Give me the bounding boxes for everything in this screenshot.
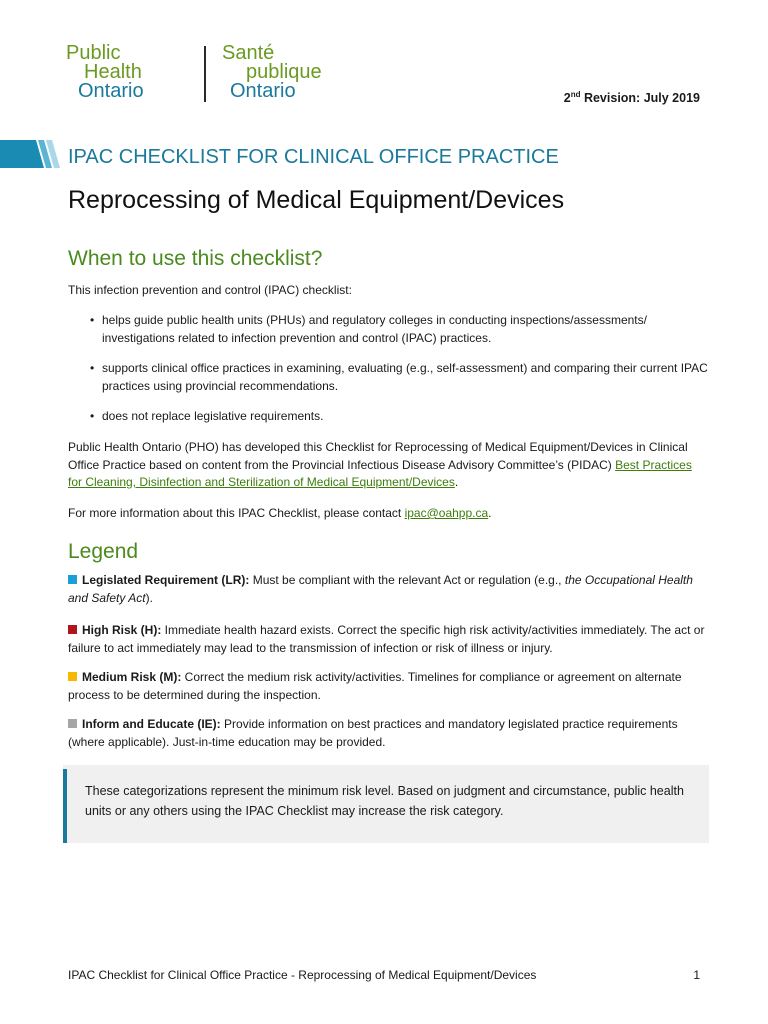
- intro-text: This infection prevention and control (IPAC) checklist:: [68, 283, 352, 297]
- usage-bullet-list: [68, 312, 708, 439]
- note-text: These categorizations represent the minimum risk level. Based on judgment and circumstance, public health units or any others using the IPAC Checklist may increase the risk category.: [85, 784, 684, 818]
- bullet-icon: •: [90, 361, 95, 375]
- legend-label: Medium Risk (M):: [82, 670, 182, 684]
- legend-label: Inform and Educate (IE):: [82, 717, 221, 731]
- list-item: [68, 408, 708, 426]
- logo-en-line-1: Public: [66, 42, 121, 64]
- legend-color-square: [68, 672, 77, 681]
- logo-en-line-3: Ontario: [78, 80, 144, 102]
- logo-fr-line-2: publique: [246, 61, 322, 83]
- legend-medium-risk: [68, 669, 708, 704]
- revision-ordinal-suffix: nd: [570, 90, 581, 99]
- logo-english: [66, 44, 144, 101]
- risk-note-callout: [63, 765, 709, 843]
- checklist-title: IPAC CHECKLIST FOR CLINICAL OFFICE PRACTICE: [68, 146, 559, 168]
- when-to-use-heading: When to use this checklist?: [68, 247, 323, 270]
- legend-inform-and-educate: [68, 716, 708, 751]
- bullet-text: supports clinical office practices in examining, evaluating (e.g., self-assessment) and comparing their current IPAC practices using provincial recommendations.: [102, 361, 708, 393]
- bullet-icon: •: [90, 313, 95, 327]
- logo-french: [222, 44, 322, 101]
- pho-text: Public Health Ontario (PHO) has developed this Checklist for Reprocessing of Medical Equipment/Devices in Clinical Office Practice based on content from the Provincial Infectious Disease Advisory Committee’s (PIDAC): [68, 440, 688, 472]
- page-footer: IPAC Checklist for Clinical Office Practice - Reprocessing of Medical Equipment/Devices: [68, 968, 537, 982]
- logo-en-line-2: Health: [84, 61, 142, 83]
- legend-color-square: [68, 719, 77, 728]
- contact-email-link[interactable]: ipac@oahpp.ca: [404, 506, 489, 520]
- legend-text: Must be compliant with the relevant Act or regulation (e.g.,: [249, 573, 565, 587]
- legend-italic: the Occupational Health and Safety Act: [68, 573, 693, 605]
- revision-ordinal: 2: [563, 91, 571, 106]
- legend-color-square: [68, 575, 77, 584]
- legend-text: Immediate health hazard exists. Correct the specific high risk activity/activities immediately. The act or failure to act immediately may lead to the transmission of infection or risk of illness or injury.: [68, 623, 705, 655]
- bullet-text: does not replace legislative requirements.: [102, 409, 324, 423]
- contact-end: .: [488, 506, 492, 520]
- bullet-text: helps guide public health units (PHUs) and regulatory colleges in conducting inspections/assessments/ investigations related to infection prevention and control (IPAC) practices.: [102, 313, 647, 345]
- contact-text: For more information about this IPAC Checklist, please contact: [68, 506, 405, 520]
- logo-fr-line-3: Ontario: [230, 80, 296, 102]
- bullet-icon: •: [90, 409, 95, 423]
- logo-divider: [204, 46, 206, 102]
- legend-heading: Legend: [68, 540, 139, 563]
- legend-label: High Risk (H):: [82, 623, 162, 637]
- contact-paragraph: [68, 505, 708, 523]
- list-item: [68, 312, 708, 347]
- legend-legislated-requirement: [68, 572, 708, 607]
- legend-high-risk: [68, 622, 708, 657]
- revision-date: [564, 90, 700, 105]
- pho-paragraph: [68, 439, 708, 492]
- header-stripe: [0, 140, 62, 168]
- pho-end: .: [454, 475, 459, 489]
- legend-text: Provide information on best practices and mandatory legislated practice requirements (where applicable). Just-in-time education may be provided.: [68, 717, 678, 749]
- best-practices-link[interactable]: Best Practices for Cleaning, Disinfection and Sterilization of Medical Equipment/Devices: [68, 457, 692, 489]
- page-title: Reprocessing of Medical Equipment/Devices: [68, 186, 565, 214]
- page-number: 1: [693, 968, 700, 982]
- legend-end: ).: [145, 590, 153, 605]
- legend-label: Legislated Requirement (LR):: [82, 573, 250, 587]
- legend-text: Correct the medium risk activity/activities. Timelines for compliance or agreement on alternate process to be determined during the inspection.: [68, 670, 682, 702]
- callout-accent-bar: [63, 769, 67, 843]
- revision-text: Revision: July 2019: [580, 91, 700, 106]
- public-health-ontario-logo: [66, 44, 366, 106]
- legend-color-square: [68, 625, 77, 634]
- list-item: [68, 360, 708, 395]
- logo-fr-line-1: Santé: [222, 42, 275, 64]
